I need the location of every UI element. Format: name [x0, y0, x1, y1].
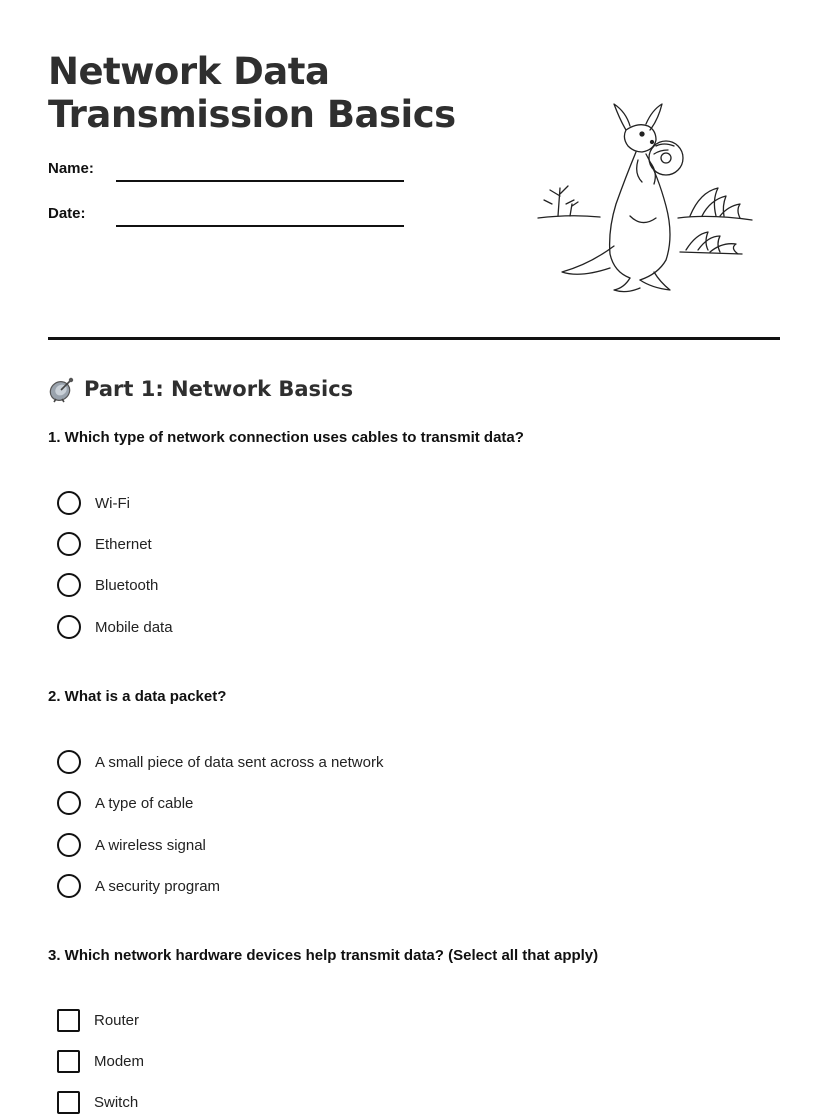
- radio-button[interactable]: [57, 573, 81, 597]
- title-line-1: Network Data: [48, 50, 330, 93]
- option-label: A type of cable: [95, 794, 194, 812]
- name-label: Name:: [48, 160, 94, 177]
- checkbox[interactable]: [57, 1091, 80, 1114]
- q1-option-4[interactable]: [57, 614, 173, 640]
- checkbox[interactable]: [57, 1050, 80, 1073]
- satellite-dish-icon: [48, 375, 76, 403]
- kangaroo-illustration: [530, 96, 760, 296]
- option-label: Wi-Fi: [95, 494, 130, 512]
- radio-button[interactable]: [57, 874, 81, 898]
- radio-button[interactable]: [57, 791, 81, 815]
- part1-title: Part 1: Network Basics: [84, 377, 354, 401]
- radio-button[interactable]: [57, 833, 81, 857]
- q2-option-2[interactable]: [57, 790, 193, 816]
- option-label: Modem: [94, 1052, 145, 1070]
- q3-option-1[interactable]: [57, 1007, 139, 1033]
- question-3: 3. Which network hardware devices help transmit data? (Select all that apply): [48, 947, 599, 964]
- option-label: Switch: [94, 1093, 139, 1111]
- q1-option-3[interactable]: [57, 572, 158, 598]
- q1-option-1[interactable]: [57, 490, 130, 516]
- radio-button[interactable]: [57, 750, 81, 774]
- option-label: Mobile data: [95, 618, 173, 636]
- part1-header: [48, 372, 353, 406]
- radio-button[interactable]: [57, 615, 81, 639]
- option-label: Bluetooth: [95, 576, 159, 594]
- title-line-2: Transmission Basics: [48, 93, 456, 136]
- date-field[interactable]: [116, 225, 404, 227]
- q2-option-4[interactable]: [57, 873, 220, 899]
- radio-button[interactable]: [57, 532, 81, 556]
- q2-option-3[interactable]: [57, 832, 206, 858]
- date-label: Date:: [48, 205, 86, 222]
- q3-option-3[interactable]: [57, 1089, 138, 1115]
- option-label: Ethernet: [95, 535, 152, 553]
- checkbox[interactable]: [57, 1009, 80, 1032]
- q2-option-1[interactable]: [57, 749, 383, 775]
- q1-option-2[interactable]: [57, 531, 152, 557]
- q3-option-2[interactable]: [57, 1048, 144, 1074]
- option-label: A wireless signal: [95, 836, 206, 854]
- name-field[interactable]: [116, 180, 404, 182]
- question-1: 1. Which type of network connection uses cables to transmit data?: [48, 429, 524, 446]
- option-label: Router: [94, 1011, 140, 1029]
- header-divider: [48, 337, 780, 340]
- option-label: A security program: [95, 877, 221, 895]
- radio-button[interactable]: [57, 491, 81, 515]
- option-label: A small piece of data sent across a network: [95, 753, 384, 771]
- question-2: 2. What is a data packet?: [48, 688, 227, 705]
- worksheet-title: [48, 50, 456, 136]
